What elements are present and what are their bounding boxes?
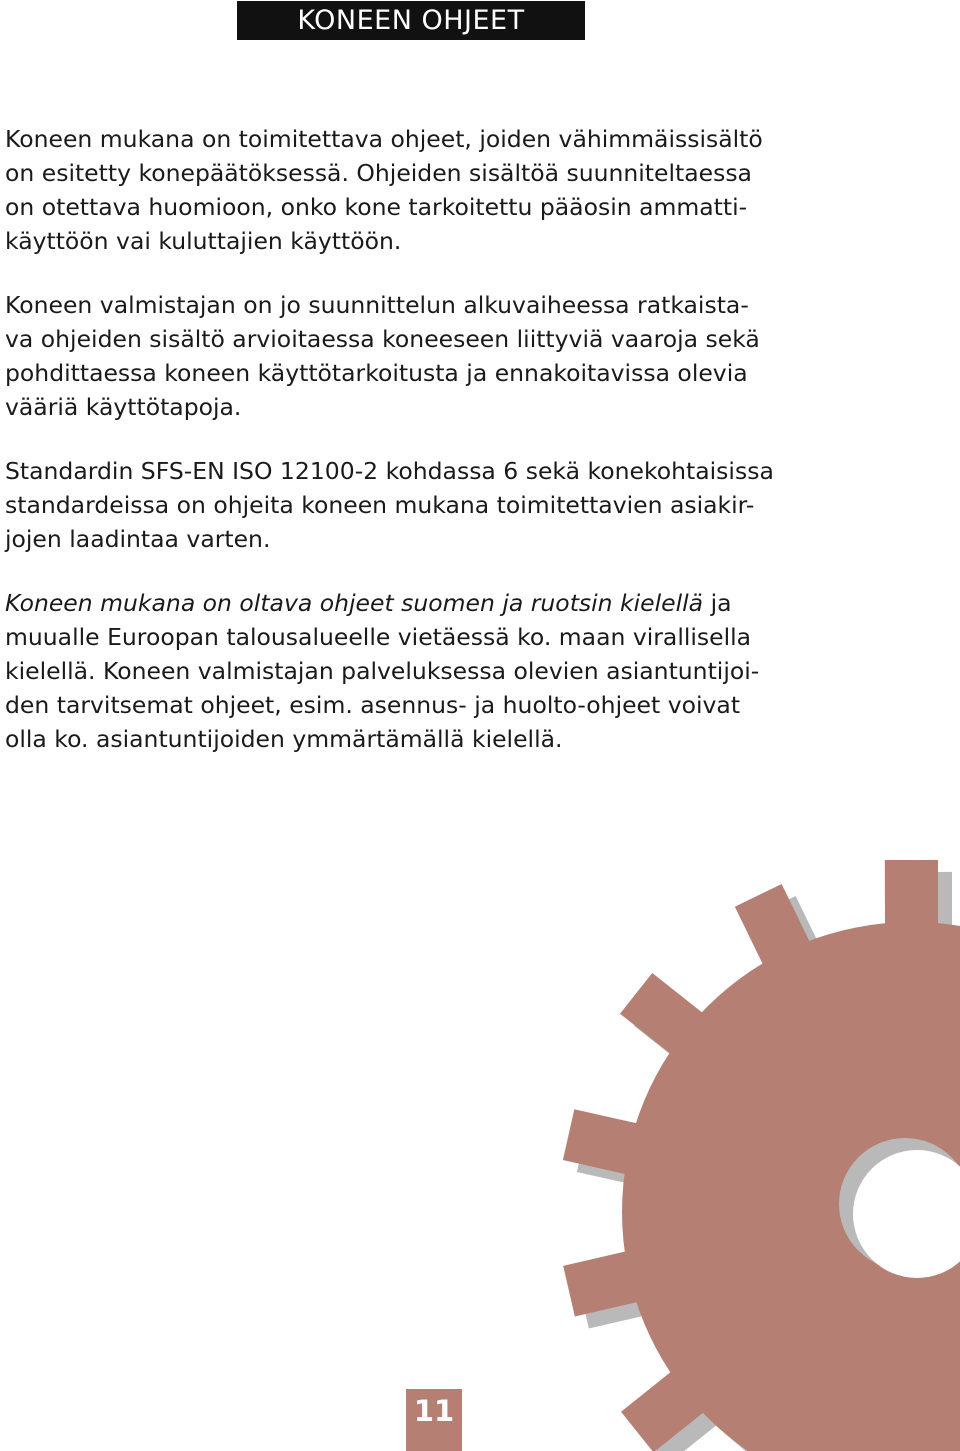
paragraph-2: Koneen valmistajan on jo suunnittelun alkuvaiheessa ratkaista- va ohjeiden sisältö arvioitaessa koneeseen liittyviä vaaroja sekä pohdittaessa koneen käyttötarkoitusta ja ennakoitavissa olevia vääriä käyttötapoja.: [5, 291, 760, 421]
page-title: KONEEN OHJEET: [237, 1, 585, 40]
paragraph-3: Standardin SFS-EN ISO 12100-2 kohdassa 6 sekä konekohtaisissa standardeissa on ohjeita koneen mukana toimitettavien asiakir- jojen laadintaa varten.: [5, 457, 774, 553]
paragraph-1: Koneen mukana on toimitettava ohjeet, joiden vähimmäissisältö on esitetty konepäätöksessä. Ohjeiden sisältöä suunniteltaessa on otettava huomioon, onko kone tarkoitettu pääosin ammatti- käyttöön vai kuluttajien käyttöön.: [5, 125, 763, 255]
page-number: 11: [406, 1389, 462, 1451]
paragraph-4-italic: Koneen mukana on oltava ohjeet suomen ja ruotsin kielellä: [5, 589, 704, 617]
paragraph-4-rest: ja muualle Euroopan talousalueelle vietäessä ko. maan virallisella kielellä. Koneen valmistajan palveluksessa olevien asiantuntijoi- den tarvitsemat ohjeet, esim. asennus- ja huolto-ohjeet voivat olla ko. asiantuntijoiden ymmärtämällä kielellä.: [5, 589, 760, 753]
gear-tooth: [885, 860, 937, 942]
